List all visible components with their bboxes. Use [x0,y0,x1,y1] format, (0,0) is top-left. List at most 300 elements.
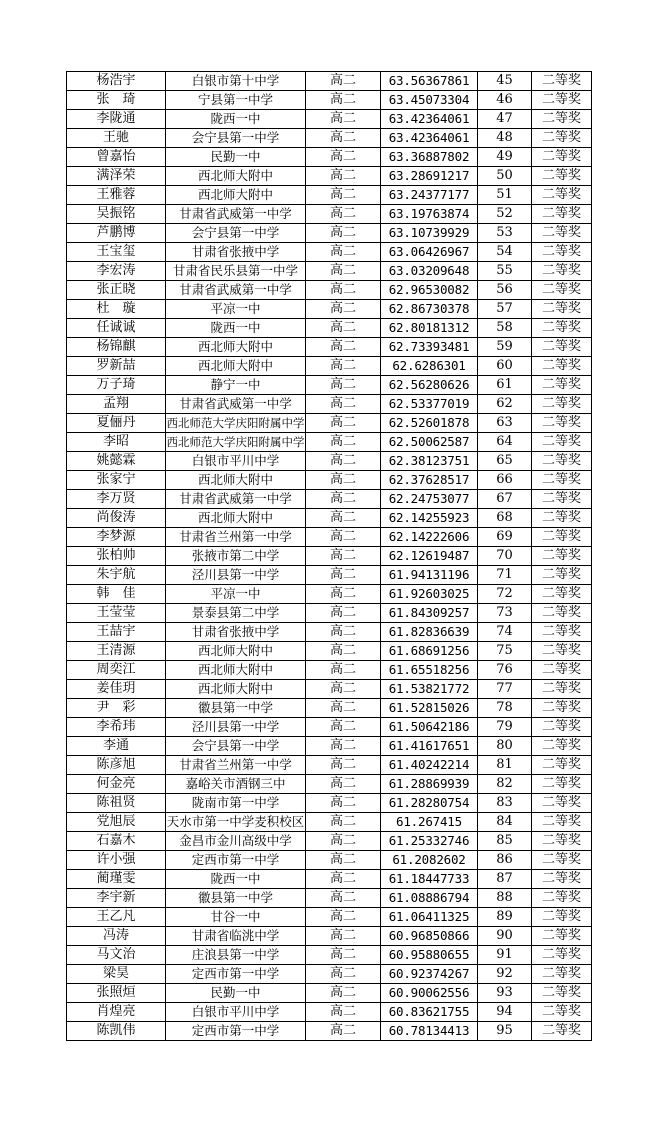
student-name-cell: 姚懿霖 [67,452,166,471]
school-cell: 景泰县第二中学 [166,604,306,623]
score-cell: 63.56367861 [381,72,478,91]
school-cell: 西北师范大学庆阳附属中学 [166,433,306,452]
score-cell: 60.90062556 [381,984,478,1003]
grade-cell: 高二 [306,718,381,737]
grade-cell: 高二 [306,72,381,91]
score-cell: 61.06411325 [381,908,478,927]
score-cell: 61.84309257 [381,604,478,623]
score-cell: 60.78134413 [381,1022,478,1041]
award-cell: 二等奖 [532,566,592,585]
award-cell: 二等奖 [532,642,592,661]
grade-cell: 高二 [306,452,381,471]
student-name-cell: 王莹莹 [67,604,166,623]
student-name-cell: 尚俊涛 [67,509,166,528]
rank-cell: 79 [478,718,532,737]
school-cell: 庄浪县第一中学 [166,946,306,965]
grade-cell: 高二 [306,661,381,680]
school-cell: 白银市平川中学 [166,1003,306,1022]
grade-cell: 高二 [306,148,381,167]
table-row [67,946,592,965]
grade-cell: 高二 [306,167,381,186]
grade-cell: 高二 [306,813,381,832]
school-cell: 西北师范大学庆阳附属中学 [166,414,306,433]
grade-cell: 高二 [306,585,381,604]
table-row [67,908,592,927]
award-cell: 二等奖 [532,129,592,148]
rank-cell: 49 [478,148,532,167]
table-row [67,870,592,889]
school-cell: 民勤一中 [166,984,306,1003]
rank-cell: 61 [478,376,532,395]
student-name-cell: 李陇通 [67,110,166,129]
rank-cell: 80 [478,737,532,756]
student-name-cell: 陈凯伟 [67,1022,166,1041]
school-cell: 西北师大附中 [166,471,306,490]
rank-cell: 62 [478,395,532,414]
score-cell: 62.6286301 [381,357,478,376]
school-cell: 徽县第一中学 [166,889,306,908]
rank-cell: 88 [478,889,532,908]
award-table [66,71,592,1041]
student-name-cell: 杨浩宇 [67,72,166,91]
table-row [67,699,592,718]
grade-cell: 高二 [306,794,381,813]
school-cell: 西北师大附中 [166,338,306,357]
student-name-cell: 陈彦旭 [67,756,166,775]
award-cell: 二等奖 [532,281,592,300]
student-name-cell: 李希玮 [67,718,166,737]
award-cell: 二等奖 [532,186,592,205]
table-row [67,984,592,1003]
grade-cell: 高二 [306,699,381,718]
student-name-cell: 张家宁 [67,471,166,490]
table-row [67,832,592,851]
award-cell: 二等奖 [532,490,592,509]
score-cell: 62.73393481 [381,338,478,357]
student-name-cell: 李昭 [67,433,166,452]
award-cell: 二等奖 [532,699,592,718]
rank-cell: 93 [478,984,532,1003]
grade-cell: 高二 [306,110,381,129]
grade-cell: 高二 [306,889,381,908]
rank-cell: 86 [478,851,532,870]
rank-cell: 91 [478,946,532,965]
award-cell: 二等奖 [532,471,592,490]
table-row [67,927,592,946]
grade-cell: 高二 [306,832,381,851]
grade-cell: 高二 [306,243,381,262]
award-cell: 二等奖 [532,775,592,794]
school-cell: 民勤一中 [166,148,306,167]
score-cell: 62.38123751 [381,452,478,471]
student-name-cell: 王喆宇 [67,623,166,642]
table-row [67,357,592,376]
school-cell: 金昌市金川高级中学 [166,832,306,851]
rank-cell: 67 [478,490,532,509]
score-cell: 63.28691217 [381,167,478,186]
table-row [67,718,592,737]
score-cell: 61.40242214 [381,756,478,775]
student-name-cell: 曾嘉怡 [67,148,166,167]
score-cell: 60.92374267 [381,965,478,984]
rank-cell: 71 [478,566,532,585]
rank-cell: 90 [478,927,532,946]
table-row [67,319,592,338]
grade-cell: 高二 [306,509,381,528]
grade-cell: 高二 [306,205,381,224]
table-row [67,72,592,91]
table-row [67,680,592,699]
rank-cell: 75 [478,642,532,661]
student-name-cell: 朱宇航 [67,566,166,585]
table-row [67,205,592,224]
award-cell: 二等奖 [532,376,592,395]
grade-cell: 高二 [306,946,381,965]
grade-cell: 高二 [306,927,381,946]
table-row [67,338,592,357]
school-cell: 甘谷一中 [166,908,306,927]
rank-cell: 82 [478,775,532,794]
student-name-cell: 肖煌亮 [67,1003,166,1022]
student-name-cell: 李万贤 [67,490,166,509]
student-name-cell: 万子琦 [67,376,166,395]
student-name-cell: 姜佳玥 [67,680,166,699]
score-cell: 62.86730378 [381,300,478,319]
rank-cell: 57 [478,300,532,319]
rank-cell: 47 [478,110,532,129]
grade-cell: 高二 [306,224,381,243]
score-cell: 60.95880655 [381,946,478,965]
grade-cell: 高二 [306,623,381,642]
rank-cell: 83 [478,794,532,813]
school-cell: 会宁县第一中学 [166,224,306,243]
student-name-cell: 张正晓 [67,281,166,300]
school-cell: 会宁县第一中学 [166,737,306,756]
score-cell: 62.37628517 [381,471,478,490]
student-name-cell: 孟翔 [67,395,166,414]
school-cell: 天水市第一中学麦积校区 [166,813,306,832]
rank-cell: 68 [478,509,532,528]
score-cell: 61.65518256 [381,661,478,680]
table-row [67,395,592,414]
school-cell: 静宁一中 [166,376,306,395]
student-name-cell: 冯涛 [67,927,166,946]
table-row [67,585,592,604]
rank-cell: 81 [478,756,532,775]
rank-cell: 94 [478,1003,532,1022]
grade-cell: 高二 [306,642,381,661]
award-cell: 二等奖 [532,604,592,623]
table-row [67,243,592,262]
table-row [67,547,592,566]
student-name-cell: 杜 璇 [67,300,166,319]
school-cell: 嘉峪关市酒钢三中 [166,775,306,794]
score-cell: 62.24753077 [381,490,478,509]
score-cell: 60.96850866 [381,927,478,946]
rank-cell: 85 [478,832,532,851]
grade-cell: 高二 [306,262,381,281]
table-row [67,148,592,167]
award-cell: 二等奖 [532,1003,592,1022]
school-cell: 陇南市第一中学 [166,794,306,813]
award-cell: 二等奖 [532,72,592,91]
score-cell: 61.41617651 [381,737,478,756]
grade-cell: 高二 [306,91,381,110]
student-name-cell: 梁昊 [67,965,166,984]
student-name-cell: 尹 彩 [67,699,166,718]
school-cell: 甘肃省武威第一中学 [166,395,306,414]
score-cell: 63.10739929 [381,224,478,243]
score-cell: 63.42364061 [381,110,478,129]
grade-cell: 高二 [306,604,381,623]
student-name-cell: 何金亮 [67,775,166,794]
award-cell: 二等奖 [532,737,592,756]
rank-cell: 64 [478,433,532,452]
table-row [67,1003,592,1022]
rank-cell: 74 [478,623,532,642]
grade-cell: 高二 [306,547,381,566]
score-cell: 61.25332746 [381,832,478,851]
student-name-cell: 马文治 [67,946,166,965]
award-cell: 二等奖 [532,395,592,414]
rank-cell: 95 [478,1022,532,1041]
student-name-cell: 张照烜 [67,984,166,1003]
rank-cell: 77 [478,680,532,699]
score-cell: 61.92603025 [381,585,478,604]
table-row [67,452,592,471]
student-name-cell: 吴振铭 [67,205,166,224]
score-cell: 62.56280626 [381,376,478,395]
award-cell: 二等奖 [532,984,592,1003]
table-row [67,262,592,281]
award-cell: 二等奖 [532,813,592,832]
rank-cell: 53 [478,224,532,243]
rank-cell: 73 [478,604,532,623]
grade-cell: 高二 [306,1022,381,1041]
award-cell: 二等奖 [532,224,592,243]
school-cell: 宁县第一中学 [166,91,306,110]
student-name-cell: 夏俪丹 [67,414,166,433]
rank-cell: 60 [478,357,532,376]
table-row [67,376,592,395]
rank-cell: 72 [478,585,532,604]
table-row [67,528,592,547]
grade-cell: 高二 [306,756,381,775]
award-cell: 二等奖 [532,946,592,965]
score-cell: 62.12619487 [381,547,478,566]
table-row [67,737,592,756]
grade-cell: 高二 [306,870,381,889]
grade-cell: 高二 [306,319,381,338]
award-cell: 二等奖 [532,167,592,186]
grade-cell: 高二 [306,300,381,319]
award-cell: 二等奖 [532,927,592,946]
school-cell: 陇西一中 [166,870,306,889]
award-cell: 二等奖 [532,414,592,433]
table-row [67,889,592,908]
table-row [67,110,592,129]
school-cell: 陇西一中 [166,319,306,338]
rank-cell: 84 [478,813,532,832]
school-cell: 平凉一中 [166,585,306,604]
grade-cell: 高二 [306,775,381,794]
award-cell: 二等奖 [532,262,592,281]
award-cell: 二等奖 [532,528,592,547]
grade-cell: 高二 [306,984,381,1003]
student-name-cell: 周奕江 [67,661,166,680]
table-row [67,490,592,509]
table-row [67,604,592,623]
award-cell: 二等奖 [532,509,592,528]
grade-cell: 高二 [306,1003,381,1022]
award-cell: 二等奖 [532,794,592,813]
school-cell: 会宁县第一中学 [166,129,306,148]
student-name-cell: 李通 [67,737,166,756]
award-cell: 二等奖 [532,433,592,452]
award-cell: 二等奖 [532,300,592,319]
grade-cell: 高二 [306,338,381,357]
award-cell: 二等奖 [532,319,592,338]
table-row [67,794,592,813]
table-row [67,509,592,528]
school-cell: 西北师大附中 [166,167,306,186]
school-cell: 甘肃省武威第一中学 [166,490,306,509]
student-name-cell: 张 琦 [67,91,166,110]
school-cell: 定西市第一中学 [166,965,306,984]
award-cell: 二等奖 [532,547,592,566]
rank-cell: 78 [478,699,532,718]
student-name-cell: 蔺瑾雯 [67,870,166,889]
grade-cell: 高二 [306,433,381,452]
score-cell: 61.82836639 [381,623,478,642]
school-cell: 甘肃省武威第一中学 [166,205,306,224]
school-cell: 白银市第十中学 [166,72,306,91]
school-cell: 平凉一中 [166,300,306,319]
award-cell: 二等奖 [532,452,592,471]
award-cell: 二等奖 [532,110,592,129]
score-cell: 61.28869939 [381,775,478,794]
school-cell: 定西市第一中学 [166,1022,306,1041]
school-cell: 泾川县第一中学 [166,718,306,737]
score-cell: 63.36887802 [381,148,478,167]
student-name-cell: 李宏涛 [67,262,166,281]
school-cell: 甘肃省武威第一中学 [166,281,306,300]
grade-cell: 高二 [306,528,381,547]
table-row [67,91,592,110]
table-row [67,224,592,243]
school-cell: 定西市第一中学 [166,851,306,870]
student-name-cell: 李梦源 [67,528,166,547]
score-cell: 62.14255923 [381,509,478,528]
student-name-cell: 杨锦麒 [67,338,166,357]
school-cell: 泾川县第一中学 [166,566,306,585]
table-row [67,129,592,148]
grade-cell: 高二 [306,471,381,490]
award-cell: 二等奖 [532,832,592,851]
student-name-cell: 王雅蓉 [67,186,166,205]
rank-cell: 70 [478,547,532,566]
student-name-cell: 王乙凡 [67,908,166,927]
school-cell: 西北师大附中 [166,661,306,680]
rank-cell: 65 [478,452,532,471]
award-cell: 二等奖 [532,1022,592,1041]
grade-cell: 高二 [306,908,381,927]
student-name-cell: 芦鹏博 [67,224,166,243]
student-name-cell: 满泽荣 [67,167,166,186]
table-row [67,965,592,984]
student-name-cell: 任诚诚 [67,319,166,338]
table-row [67,775,592,794]
rank-cell: 50 [478,167,532,186]
table-row [67,433,592,452]
table-row [67,813,592,832]
school-cell: 甘肃省临洮中学 [166,927,306,946]
score-cell: 63.03209648 [381,262,478,281]
score-cell: 61.52815026 [381,699,478,718]
table-row [67,566,592,585]
grade-cell: 高二 [306,737,381,756]
rank-cell: 89 [478,908,532,927]
table-row [67,756,592,775]
table-row [67,186,592,205]
score-cell: 63.06426967 [381,243,478,262]
rank-cell: 46 [478,91,532,110]
award-cell: 二等奖 [532,908,592,927]
score-cell: 62.50062587 [381,433,478,452]
rank-cell: 87 [478,870,532,889]
score-cell: 61.08886794 [381,889,478,908]
table-row [67,642,592,661]
grade-cell: 高二 [306,414,381,433]
student-name-cell: 许小强 [67,851,166,870]
score-cell: 62.53377019 [381,395,478,414]
school-cell: 甘肃省兰州第一中学 [166,756,306,775]
score-cell: 61.94131196 [381,566,478,585]
score-cell: 61.68691256 [381,642,478,661]
score-cell: 61.53821772 [381,680,478,699]
score-cell: 61.18447733 [381,870,478,889]
award-cell: 二等奖 [532,357,592,376]
table-row [67,281,592,300]
rank-cell: 54 [478,243,532,262]
score-cell: 62.96530082 [381,281,478,300]
score-cell: 63.19763874 [381,205,478,224]
award-cell: 二等奖 [532,889,592,908]
grade-cell: 高二 [306,965,381,984]
school-cell: 甘肃省张掖中学 [166,243,306,262]
award-cell: 二等奖 [532,756,592,775]
award-cell: 二等奖 [532,148,592,167]
award-cell: 二等奖 [532,205,592,224]
table-row [67,167,592,186]
rank-cell: 76 [478,661,532,680]
rank-cell: 63 [478,414,532,433]
table-row [67,300,592,319]
school-cell: 西北师大附中 [166,680,306,699]
school-cell: 西北师大附中 [166,509,306,528]
award-cell: 二等奖 [532,623,592,642]
student-name-cell: 张柏帅 [67,547,166,566]
award-cell: 二等奖 [532,338,592,357]
award-cell: 二等奖 [532,91,592,110]
award-cell: 二等奖 [532,243,592,262]
grade-cell: 高二 [306,186,381,205]
table-row [67,414,592,433]
rank-cell: 58 [478,319,532,338]
rank-cell: 59 [478,338,532,357]
rank-cell: 52 [478,205,532,224]
school-cell: 甘肃省兰州第一中学 [166,528,306,547]
